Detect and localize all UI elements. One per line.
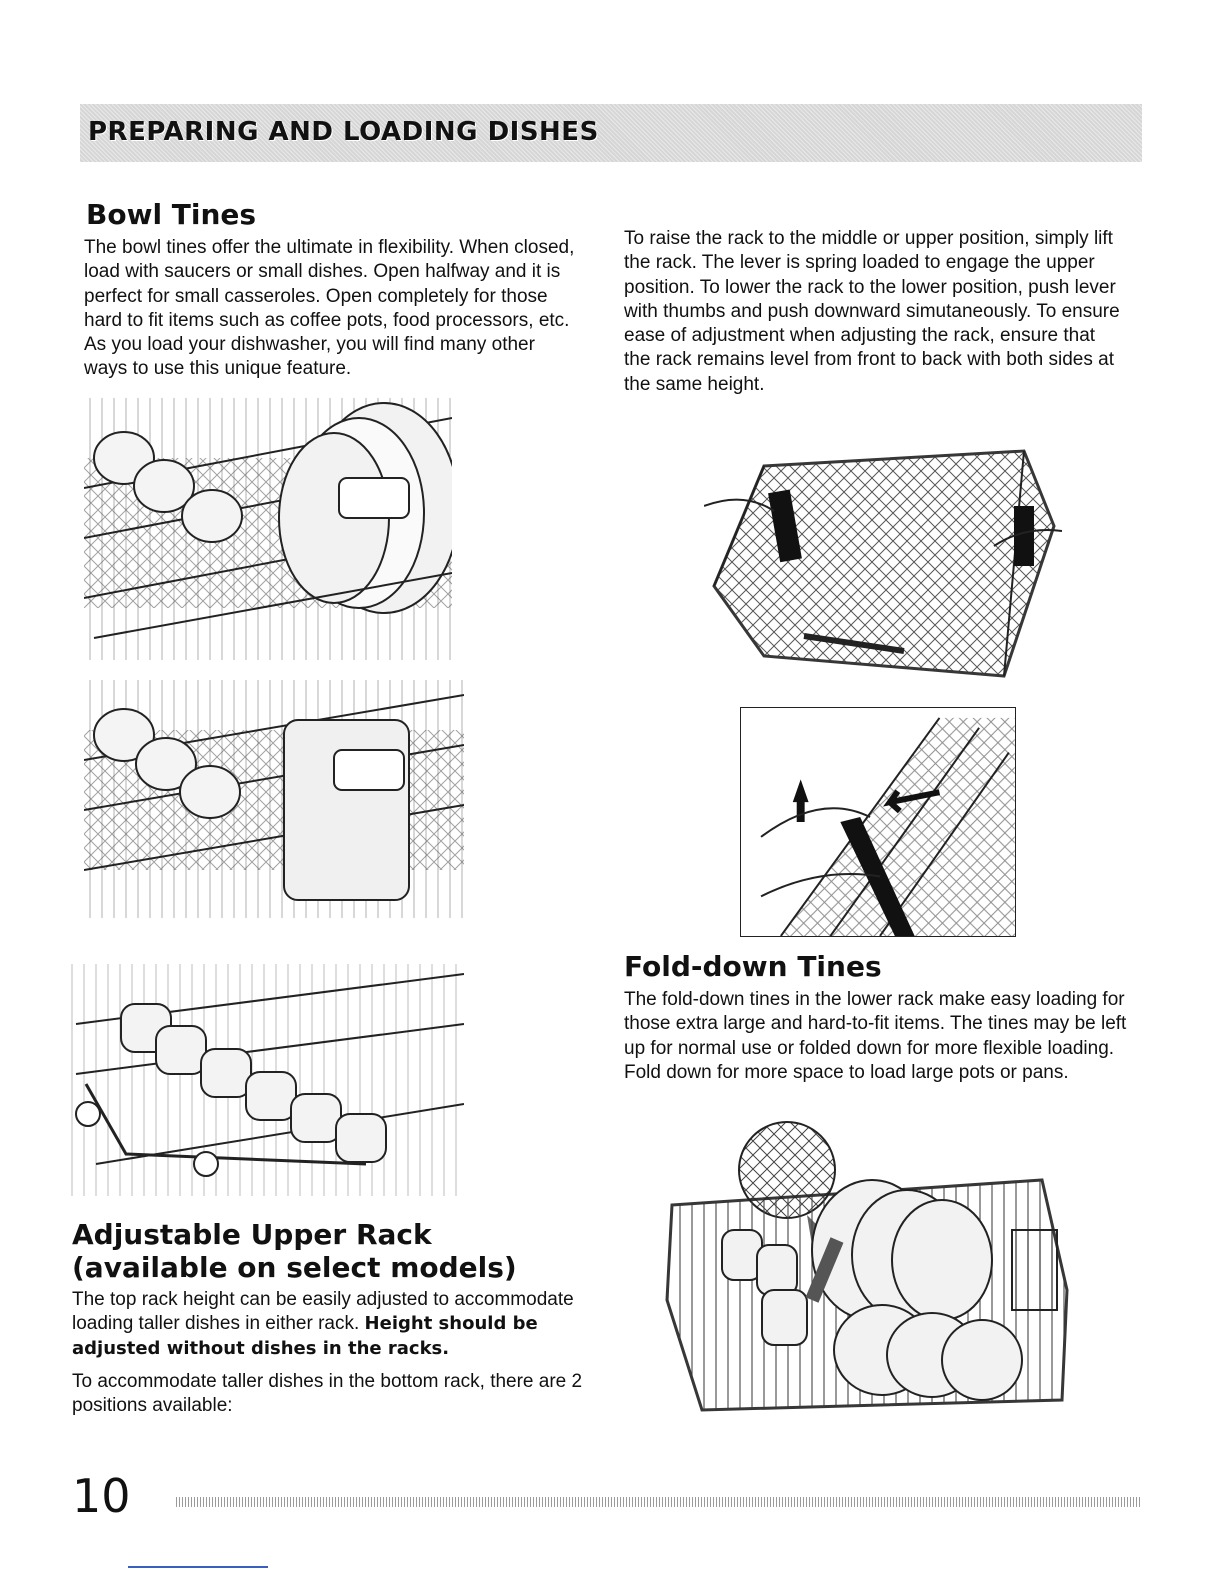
lower-rack-fold-down-illustration: [662, 1120, 1072, 1420]
adjustable-rack-positions-text: To accommodate taller dishes in the bottom rack, there are 2 positions available:: [72, 1371, 583, 1417]
bowl-tines-closed-illustration: [84, 398, 452, 660]
adjustable-rack-intro: The top rack height can be easily adjusted to accommodate loading taller dishes in either rack.: [72, 1289, 574, 1335]
edge-line: [128, 1566, 268, 1568]
raise-rack-text: To raise the rack to the middle or upper position, simply lift the rack. The lever is spring loaded to engage the upper position. To lower the rack to the lower position, push lever with thumbs and push downward simutaneously. To ensure ease of adjustment when adjusting the rack, ensure that the rack remains level from front to back with both sides at the same height.: [624, 228, 1120, 395]
bowl-tines-heading: Bowl Tines: [86, 198, 257, 231]
adjustable-upper-rack-heading: Adjustable Upper Rack (available on select models): [72, 1218, 517, 1284]
page-number: 10: [72, 1469, 131, 1523]
section-banner: [80, 104, 1142, 162]
fold-down-tines-heading: Fold-down Tines: [624, 950, 882, 983]
bowl-tines-halfway-illustration: [84, 680, 464, 918]
rack-lever-detail-illustration: [740, 707, 1016, 937]
bowl-tines-text: The bowl tines offer the ultimate in flexibility. When closed, load with saucers or small dishes. Open halfway and it is perfect for small casseroles. Open completely for those hard to fit items such as coffee pots, food processors, etc. As you load your dishwasher, you will find many other ways to use this unique feature.: [84, 237, 575, 380]
bowl-tines-open-illustration: [66, 964, 464, 1196]
adjustable-rack-warning: Height should be adjusted without dishes in the racks.: [72, 1313, 538, 1359]
footer-rule: [176, 1497, 1142, 1507]
adjustable-rack-text: [72, 1288, 592, 1361]
fold-down-tines-text: The fold-down tines in the lower rack make easy loading for those extra large and hard-to-fit items. The tines may be left up for normal use or folded down for more flexible loading. Fold down for more space to load large pots or pans.: [624, 989, 1127, 1083]
upper-rack-lift-illustration: [704, 436, 1062, 692]
section-title: PREPARING AND LOADING DISHES: [88, 117, 599, 147]
